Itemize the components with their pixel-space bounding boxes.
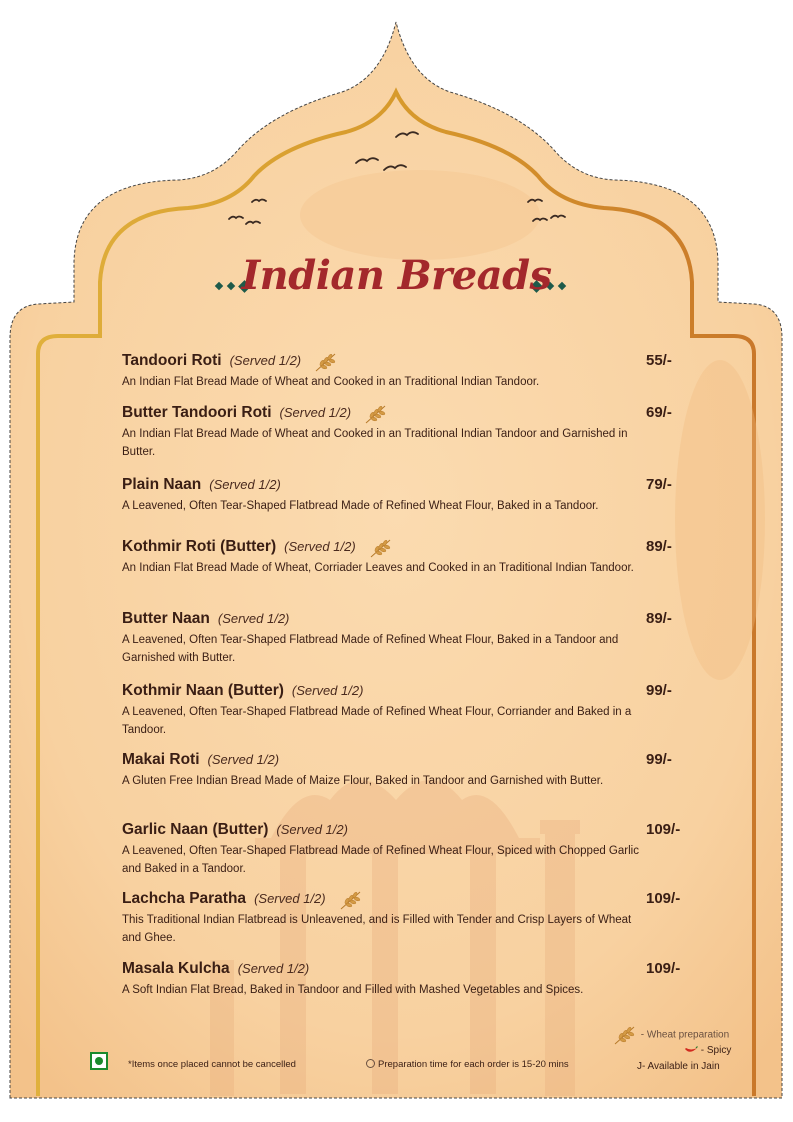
item-serving: (Served 1/2) <box>291 683 364 698</box>
item-name: Kothmir Roti (Butter) <box>122 538 277 555</box>
menu-item <box>122 682 682 739</box>
watercolor-blot <box>300 170 540 260</box>
menu-item <box>122 960 682 999</box>
page-title: Indian Breads <box>241 252 552 299</box>
item-description: This Traditional Indian Flatbread is Unleavened, and is Filled with Tender and Crisp Layers of Wheat and Ghee. <box>122 914 632 944</box>
item-serving: (Served 1/2) <box>229 353 302 368</box>
menu-item <box>122 610 682 667</box>
menu-item-header <box>122 352 682 372</box>
item-name: Kothmir Naan (Butter) <box>122 682 284 699</box>
clock-icon <box>366 1059 375 1068</box>
menu-item <box>122 821 682 878</box>
item-name: Tandoori Roti <box>122 352 222 369</box>
prep-note <box>366 1059 569 1070</box>
item-serving: (Served 1/2) <box>279 405 352 420</box>
item-price: 109/- <box>646 890 681 907</box>
menu-item-header <box>122 538 682 558</box>
item-description: A Leavened, Often Tear-Shaped Flatbread Made of Refined Wheat Flour, Baked in a Tandoor. <box>122 500 599 512</box>
menu-item-header <box>122 404 682 424</box>
item-serving: (Served 1/2) <box>284 539 356 554</box>
menu-item-header <box>122 821 682 841</box>
legend-wheat <box>612 1024 729 1046</box>
menu-item <box>122 476 682 515</box>
legend-wheat-text: - Wheat preparation <box>640 1029 730 1041</box>
wheat-icon <box>338 889 364 911</box>
item-serving: (Served 1/2) <box>237 961 310 976</box>
chili-icon <box>684 1046 698 1054</box>
wheat-icon <box>612 1024 638 1046</box>
item-description: An Indian Flat Bread Made of Wheat and Cooked in an Traditional Indian Tandoor. <box>122 376 540 388</box>
item-name: Lachcha Paratha <box>122 890 247 907</box>
item-price: 69/- <box>646 404 672 421</box>
wheat-icon <box>368 537 394 559</box>
menu-item-header <box>122 476 682 496</box>
menu-item <box>122 538 682 577</box>
cancel-note: *Items once placed cannot be cancelled <box>128 1059 296 1070</box>
wheat-icon <box>363 403 389 425</box>
item-description: A Gluten Free Indian Bread Made of Maize Flour, Baked in Tandoor and Garnished with Butter. <box>122 775 604 787</box>
item-serving: (Served 1/2) <box>217 611 290 626</box>
item-price: 89/- <box>646 538 672 555</box>
menu-item <box>122 751 682 790</box>
menu-item-header <box>122 751 682 771</box>
item-price: 99/- <box>646 682 672 699</box>
wheat-icon <box>313 351 339 373</box>
item-price: 89/- <box>646 610 672 627</box>
item-name: Plain Naan <box>122 476 202 493</box>
item-description: An Indian Flat Bread Made of Wheat and Cooked in an Traditional Indian Tandoor and Garnished in Butter. <box>122 428 628 458</box>
item-price: 109/- <box>646 821 681 838</box>
item-description: A Soft Indian Flat Bread, Baked in Tandoor and Filled with Mashed Vegetables and Spices. <box>122 984 584 996</box>
item-description: A Leavened, Often Tear-Shaped Flatbread Made of Refined Wheat Flour, Baked in a Tandoor and Garnished with Butter. <box>122 634 619 664</box>
item-name: Garlic Naan (Butter) <box>122 821 269 838</box>
item-serving: (Served 1/2) <box>207 752 280 767</box>
item-price: 99/- <box>646 751 672 768</box>
legend-jain: J- Available in Jain <box>637 1061 720 1072</box>
item-description: A Leavened, Often Tear-Shaped Flatbread Made of Refined Wheat Flour, Spiced with Chopped Garlic and Baked in a Tandoor. <box>122 845 639 875</box>
item-name: Makai Roti <box>122 751 200 768</box>
menu-item-header <box>122 960 682 980</box>
menu-item-header <box>122 682 682 702</box>
prep-note-text: Preparation time for each order is 15-20 mins <box>378 1059 569 1070</box>
item-price: 79/- <box>646 476 672 493</box>
legend-spicy-text: - Spicy <box>700 1045 732 1056</box>
item-price: 109/- <box>646 960 681 977</box>
item-serving: (Served 1/2) <box>254 891 326 906</box>
item-price: 55/- <box>646 352 672 369</box>
item-serving: (Served 1/2) <box>276 822 348 837</box>
item-name: Butter Tandoori Roti <box>122 404 272 421</box>
menu-item <box>122 404 682 461</box>
menu-item-header <box>122 890 682 910</box>
veg-mark-icon <box>90 1052 108 1070</box>
watercolor-blot <box>675 360 765 680</box>
menu-item <box>122 890 682 947</box>
item-serving: (Served 1/2) <box>209 477 281 492</box>
item-name: Masala Kulcha <box>122 960 230 977</box>
menu-item-header <box>122 610 682 630</box>
item-description: A Leavened, Often Tear-Shaped Flatbread Made of Refined Wheat Flour, Corriander and Baked in a Tandoor. <box>122 706 632 736</box>
item-description: An Indian Flat Bread Made of Wheat, Corriader Leaves and Cooked in an Traditional Indian Tandoor. <box>122 562 634 574</box>
menu-item <box>122 352 682 391</box>
legend-spicy <box>684 1045 731 1056</box>
item-name: Butter Naan <box>122 610 210 627</box>
